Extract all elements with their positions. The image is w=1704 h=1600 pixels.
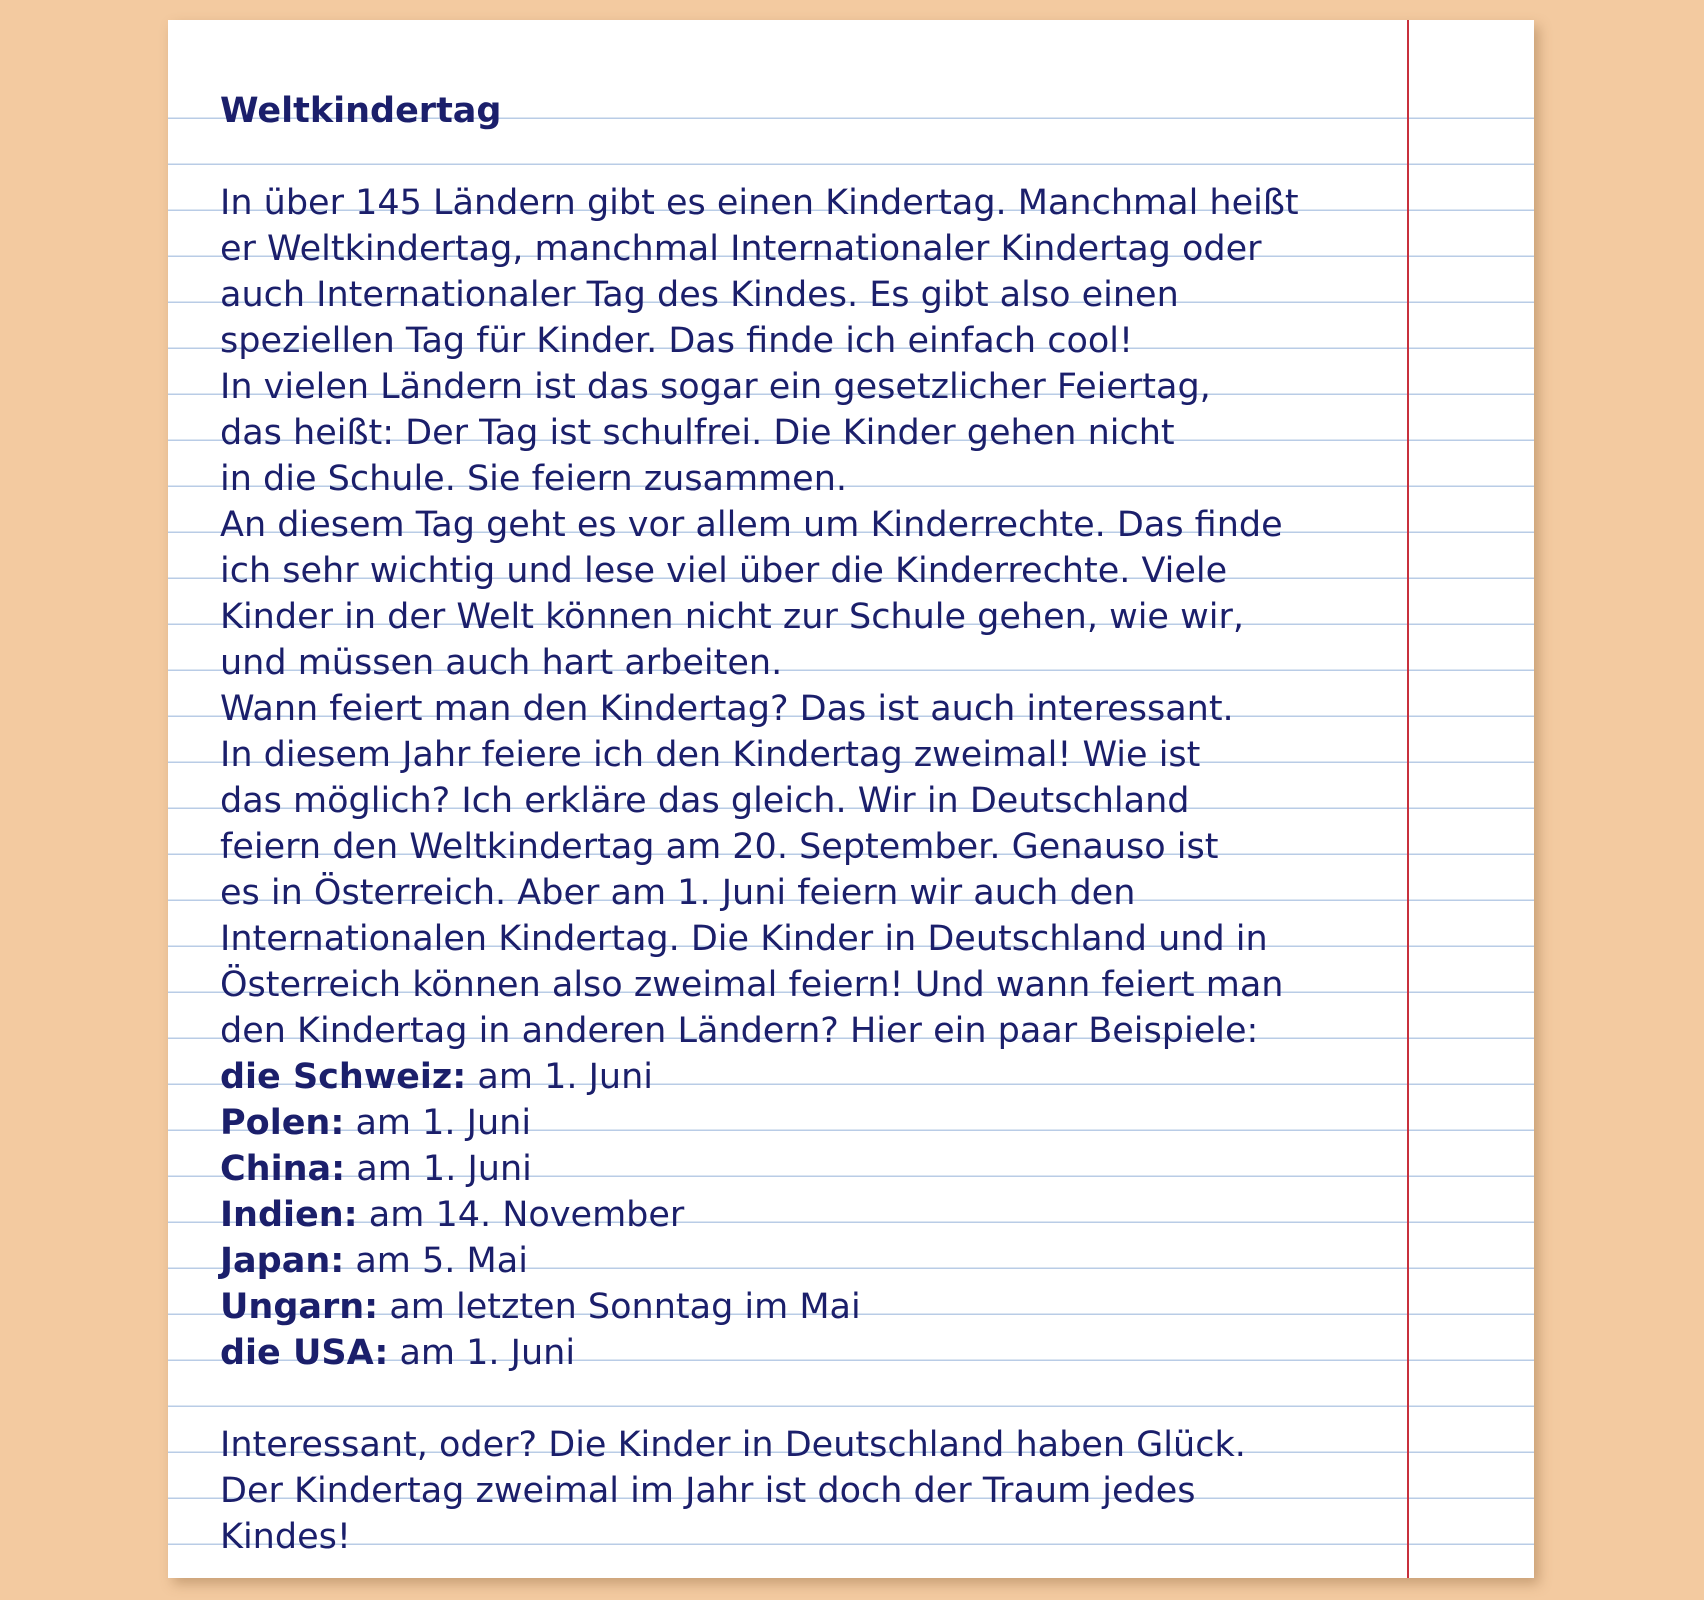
country-date: am 1. Juni <box>344 1103 532 1143</box>
list-item <box>220 1054 1400 1100</box>
text-line: den Kindertag in anderen Ländern? Hier ein paar Beispiele: <box>220 1011 1259 1051</box>
text-line: in die Schule. Sie feiern zusammen. <box>220 459 848 499</box>
list-item <box>220 1146 1400 1192</box>
text-line: das heißt: Der Tag ist schulfrei. Die Kinder gehen nicht <box>220 413 1175 453</box>
text-line: auch Internationaler Tag des Kindes. Es gibt also einen <box>220 275 1179 315</box>
text-line: In diesem Jahr feiere ich den Kindertag zweimal! Wie ist <box>220 735 1201 775</box>
text-line: In über 145 Ländern gibt es einen Kindertag. Manchmal heißt <box>220 183 1299 223</box>
text-line: Interessant, oder? Die Kinder in Deutschland haben Glück. <box>220 1425 1246 1465</box>
country-name: China: <box>220 1149 346 1189</box>
country-date: am letzten Sonntag im Mai <box>378 1287 861 1327</box>
notebook-page <box>168 20 1534 1578</box>
country-name: Japan: <box>220 1241 345 1281</box>
body-paragraph <box>220 180 1400 1054</box>
country-list <box>220 1054 1400 1376</box>
country-name: Polen: <box>220 1103 345 1143</box>
blank-line <box>220 134 1400 180</box>
text-line: Kindes! <box>220 1517 351 1557</box>
country-date: am 1. Juni <box>388 1333 576 1373</box>
text-line: In vielen Ländern ist das sogar ein gesetzlicher Feiertag, <box>220 367 1211 407</box>
text-line: ich sehr wichtig und lese viel über die Kinderrechte. Viele <box>220 551 1228 591</box>
country-name: Ungarn: <box>220 1287 379 1327</box>
country-date: am 1. Juni <box>345 1149 532 1189</box>
list-item <box>220 1284 1400 1330</box>
text-line: es in Österreich. Aber am 1. Juni feiern wir auch den <box>220 873 1136 913</box>
country-name: die USA: <box>220 1333 389 1373</box>
margin-line <box>1407 20 1409 1578</box>
closing-paragraph <box>220 1422 1400 1560</box>
blank-line <box>220 1376 1400 1422</box>
country-date: am 14. November <box>357 1195 685 1235</box>
text-line: Wann feiert man den Kindertag? Das ist auch interessant. <box>220 689 1234 729</box>
text-line: Kinder in der Welt können nicht zur Schule gehen, wie wir, <box>220 597 1244 637</box>
country-date: am 5. Mai <box>344 1241 528 1281</box>
text-line: das möglich? Ich erkläre das gleich. Wir in Deutschland <box>220 781 1190 821</box>
list-item <box>220 1100 1400 1146</box>
country-name: die Schweiz: <box>220 1057 467 1097</box>
text-line: er Weltkindertag, manchmal Internationaler Kindertag oder <box>220 229 1262 269</box>
letter-content <box>220 88 1400 1560</box>
text-line: An diesem Tag geht es vor allem um Kinderrechte. Das finde <box>220 505 1283 545</box>
text-line: Österreich können also zweimal feiern! Und wann feiert man <box>220 965 1284 1005</box>
text-line: Der Kindertag zweimal im Jahr ist doch der Traum jedes <box>220 1471 1196 1511</box>
text-line: feiern den Weltkindertag am 20. September. Genauso ist <box>220 827 1219 867</box>
country-date: am 1. Juni <box>466 1057 654 1097</box>
text-line: und müssen auch hart arbeiten. <box>220 643 783 683</box>
country-name: Indien: <box>220 1195 358 1235</box>
page-title: Weltkindertag <box>220 91 502 131</box>
list-item <box>220 1192 1400 1238</box>
text-line: Internationalen Kindertag. Die Kinder in Deutschland und in <box>220 919 1268 959</box>
text-line: speziellen Tag für Kinder. Das finde ich einfach cool! <box>220 321 1134 361</box>
list-item <box>220 1238 1400 1284</box>
list-item <box>220 1330 1400 1376</box>
